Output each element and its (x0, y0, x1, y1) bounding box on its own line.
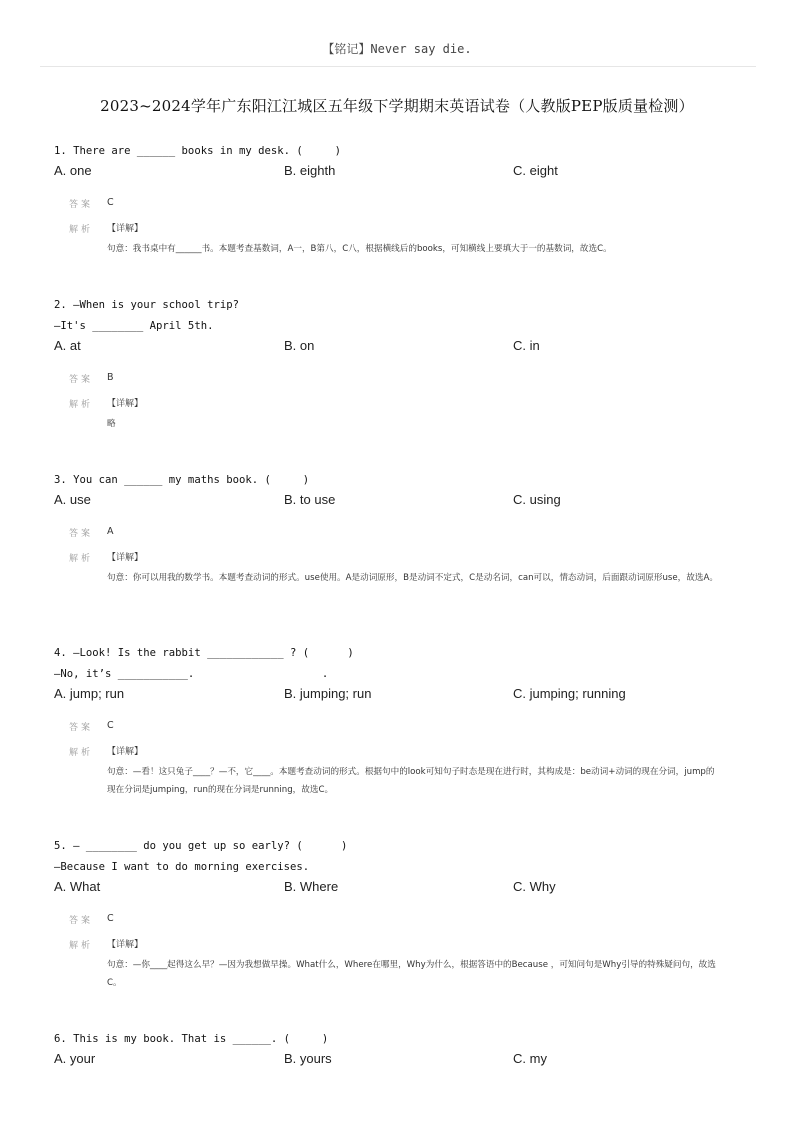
answer-value: B (107, 372, 114, 383)
detail-text: 句意：—看！这只兔子____？—不，它____。本题考查动词的形式。根据句中的look可知句子时态是现在进行时，其构成是：be动词+动词的现在分词，jump的现在分词是jumping，run的现在分词是running，故选C。 (107, 767, 715, 795)
detail-text: 句意：我书桌中有______书。本题考查基数词，A一，B第八，C八，根据横线后的books，可知横线上要填大于一的基数词，故选C。 (107, 244, 612, 254)
question-5 (54, 836, 744, 992)
question-2 (54, 295, 744, 433)
option-a: A. jump; run (54, 686, 125, 701)
options-row (54, 879, 744, 899)
answer-row (54, 526, 744, 542)
analysis-label: 解析 (69, 554, 94, 564)
question-6 (54, 1029, 744, 1071)
question-stem: 4. —Look! Is the rabbit ____________ ? ( ) (54, 647, 354, 659)
option-a: A. one (54, 163, 92, 178)
analysis-label: 解析 (69, 225, 94, 235)
question-stem: 1. There are ______ books in my desk. ( ) (54, 145, 342, 157)
option-b: B. eighth (284, 163, 336, 178)
answer-value: C (107, 913, 114, 924)
question-stem-line-2: —It's ________ April 5th. (54, 320, 214, 332)
analysis-block (54, 551, 744, 587)
option-a: A. What (54, 879, 101, 894)
option-b: B. Where (284, 879, 339, 894)
answer-label: 答案 (69, 375, 94, 385)
option-b: B. jumping; run (284, 686, 372, 701)
options-row (54, 163, 744, 183)
header-divider (40, 66, 756, 67)
answer-value: A (107, 526, 114, 537)
option-b: B. yours (284, 1051, 332, 1066)
detail-text: 句意：—你____起得这么早？—因为我想做早操。What什么，Where在哪里，Why为什么，根据答语中的Because ，可知问句是Why引导的特殊疑问句，故选C。 (107, 960, 716, 988)
option-b: B. to use (284, 492, 336, 507)
answer-row (54, 913, 744, 929)
option-c: C. using (513, 492, 561, 507)
exam-title: 2023~2024学年广东阳江江城区五年级下学期期末英语试卷（人教版PEP版质量检测） (100, 97, 694, 115)
option-c: C. jumping; running (513, 686, 626, 701)
answer-row (54, 720, 744, 736)
detail-heading: 【详解】 (107, 747, 144, 757)
question-4 (54, 643, 744, 799)
options-row (54, 492, 744, 512)
answer-label: 答案 (69, 916, 94, 926)
analysis-block (54, 222, 744, 258)
answer-row (54, 372, 744, 388)
answer-value: C (107, 720, 114, 731)
question-stem: 5. — ________ do you get up so early? ( ) (54, 840, 348, 852)
answer-label: 答案 (69, 723, 94, 733)
option-c: C. eight (513, 163, 558, 178)
analysis-label: 解析 (69, 400, 94, 410)
answer-label: 答案 (69, 200, 94, 210)
question-3 (54, 470, 744, 587)
analysis-block (54, 397, 744, 433)
option-a: A. at (54, 338, 81, 353)
question-stem-line-2: —Because I want to do morning exercises. (54, 861, 310, 873)
question-stem-line-2: —No, it’s ___________. . (54, 668, 329, 680)
answer-label: 答案 (69, 529, 94, 539)
analysis-block (54, 745, 744, 799)
detail-text: 句意：你可以用我的数学书。本题考查动词的形式。use使用。A是动词原形，B是动词不定式，C是动名词，can可以，情态动词，后面跟动词原形use，故选A。 (107, 573, 718, 583)
detail-heading: 【详解】 (107, 553, 144, 563)
answer-row (54, 197, 744, 213)
options-row (54, 686, 744, 706)
question-stem: 6. This is my book. That is ______. ( ) (54, 1033, 329, 1045)
option-a: A. use (54, 492, 91, 507)
option-b: B. on (284, 338, 315, 353)
question-stem: 2. —When is your school trip? (54, 299, 239, 311)
options-row (54, 1051, 744, 1071)
detail-text: 略 (107, 419, 116, 429)
option-c: C. my (513, 1051, 547, 1066)
detail-heading: 【详解】 (107, 399, 144, 409)
detail-heading: 【详解】 (107, 940, 144, 950)
analysis-label: 解析 (69, 941, 94, 951)
analysis-label: 解析 (69, 748, 94, 758)
answer-value: C (107, 197, 114, 208)
page-header-motto: 【铭记】Never say die. (322, 42, 472, 56)
option-a: A. your (54, 1051, 96, 1066)
question-stem: 3. You can ______ my maths book. ( ) (54, 474, 310, 486)
question-1 (54, 141, 744, 258)
options-row (54, 338, 744, 358)
option-c: C. in (513, 338, 540, 353)
analysis-block (54, 938, 744, 992)
option-c: C. Why (513, 879, 556, 894)
detail-heading: 【详解】 (107, 224, 144, 234)
